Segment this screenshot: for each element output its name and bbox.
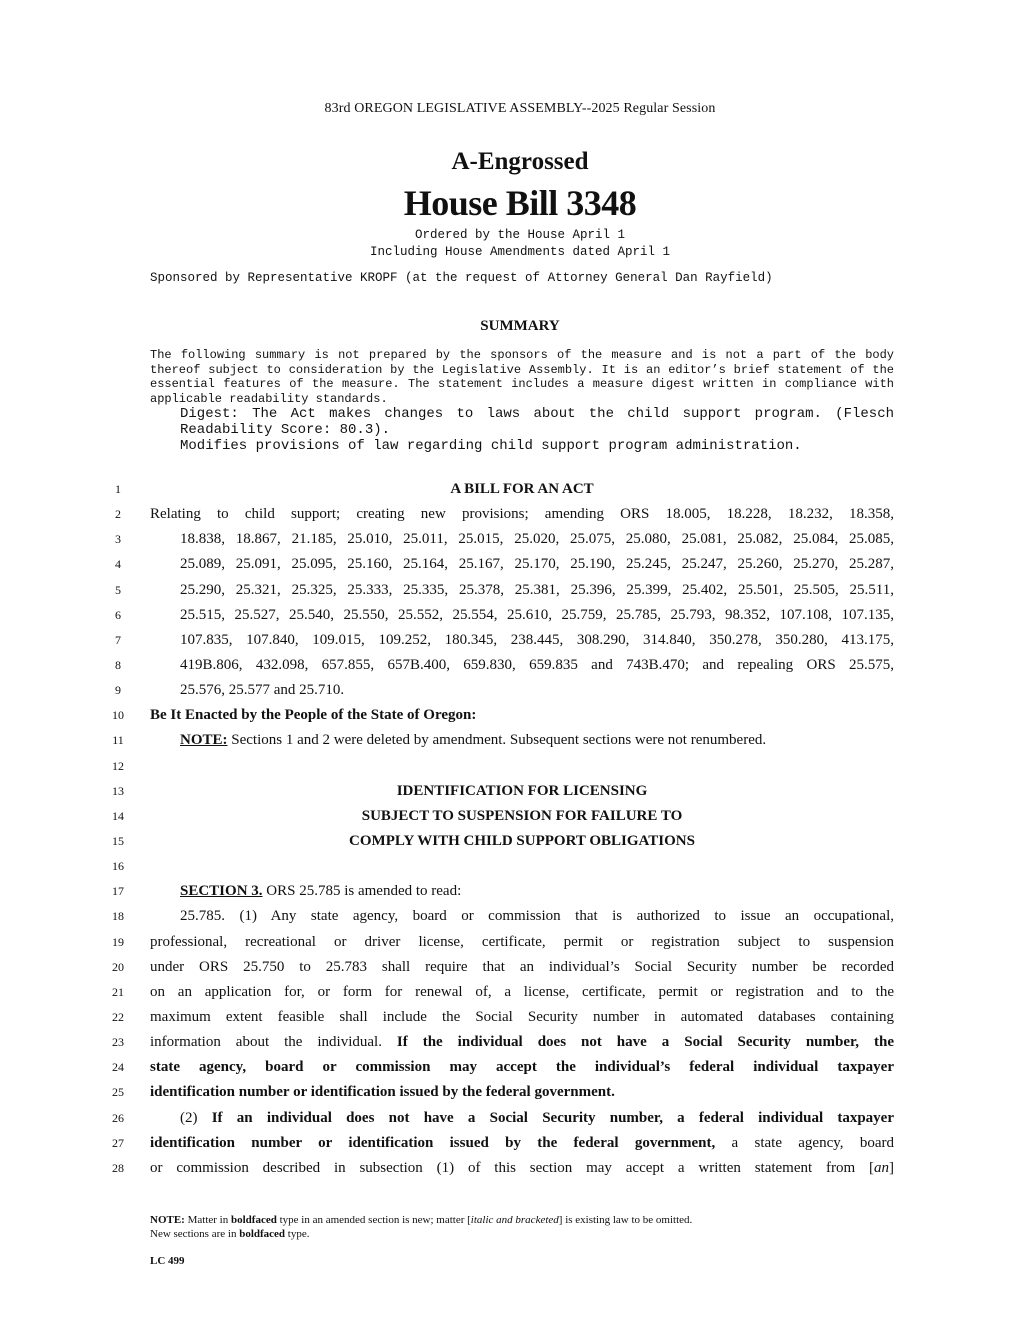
section-heading-line: IDENTIFICATION FOR LICENSING (396, 782, 648, 799)
line-number: 11 (112, 733, 124, 748)
line-number: 7 (115, 632, 121, 647)
line-number: 15 (112, 833, 124, 848)
footnote-label: NOTE: (150, 1214, 185, 1226)
section-heading-line: SUBJECT TO SUSPENSION FOR FAILURE TO (361, 807, 683, 824)
bill-title: House Bill 3348 (403, 183, 637, 223)
statute-plain-text: a state agency, board (715, 1134, 894, 1151)
line-number: 23 (112, 1035, 124, 1050)
section-3-label: SECTION 3. (180, 883, 263, 900)
line-number: 8 (115, 657, 121, 672)
line-number: 25 (112, 1085, 124, 1100)
sponsor-line: Sponsored by Representative KROPF (at the request of Attorney General Dan Rayfield) (150, 271, 773, 285)
session-header: 83rd OREGON LEGISLATIVE ASSEMBLY--2025 Regular Session (324, 101, 716, 116)
line-number: 16 (112, 859, 124, 874)
relating-clause-line: 419B.806, 432.098, 657.855, 657B.400, 659.830, 659.835 and 743B.470; and repealing ORS 25.575, (180, 656, 894, 673)
act-heading: A BILL FOR AN ACT (450, 481, 594, 497)
summary-text: The following summary is not prepared by the sponsors of the measure and is not a part of the body thereof subject to consideration by the Legislative Assembly. It is an editor’s brief statement of the essential features of the measure. The statement includes a measure digest written in compliance with applicable readability standards. (150, 348, 894, 406)
relating-clause-line: 25.290, 25.321, 25.325, 25.333, 25.335, 25.378, 25.381, 25.396, 25.399, 25.402, 25.501, 25.505, 25.511, (180, 581, 894, 598)
footnote-text: type in an amended section is new; matter [ (276, 1214, 471, 1226)
footnote-text: Matter in (184, 1214, 231, 1226)
statute-plain-text: ] (889, 1159, 894, 1176)
footnote (150, 1213, 894, 1241)
line-number: 2 (115, 507, 121, 522)
engrossed-label: A-Engrossed (451, 148, 589, 175)
blank-line (150, 854, 894, 879)
footnote-italic-words: italic and bracketed (470, 1214, 559, 1226)
statute-new-text: If the individual does not have a Social Security number, the (396, 1034, 895, 1051)
line-number: 22 (112, 1009, 124, 1024)
statute-deleted-text: an (874, 1159, 889, 1176)
relating-clause-line: 25.089, 25.091, 25.095, 25.160, 25.164, 25.167, 25.170, 25.190, 25.245, 25.247, 25.260, 25.270, 25.287, (180, 556, 894, 573)
statute-new-text: identification number or identification issued by the federal government, (150, 1134, 716, 1151)
line-number: 21 (112, 984, 124, 999)
line-number: 18 (112, 909, 124, 924)
summary-heading: SUMMARY (480, 318, 560, 334)
digest-block (150, 406, 894, 454)
blank-line (150, 754, 894, 779)
statute-line (150, 1131, 894, 1156)
footnote-bold-word: boldfaced (230, 1214, 277, 1226)
statute-line: on an application for, or form for renewal of, a license, certificate, permit or registration and to the (150, 983, 894, 1000)
lc-number: LC 499 (150, 1255, 185, 1267)
relating-clause-line: 107.835, 107.840, 109.015, 109.252, 180.345, 238.445, 308.290, 314.840, 350.278, 350.280, 413.175, (180, 631, 894, 648)
enacting-clause: Be It Enacted by the People of the State of Oregon: (150, 707, 477, 724)
statute-plain-text: or commission described in subsection (1) of this section may accept a written statement from [ (150, 1159, 874, 1176)
statute-new-text: If an individual does not have a Social Security number, a federal individual taxpayer (211, 1109, 894, 1126)
bill-body (150, 477, 894, 1181)
line-number: 26 (112, 1110, 124, 1125)
relating-clause-line: 18.838, 18.867, 21.185, 25.010, 25.011, 25.015, 25.020, 25.075, 25.080, 25.081, 25.082, 25.084, 25.085, (180, 531, 894, 548)
line-number: 13 (112, 783, 124, 798)
footnote-text: ] is existing law to be omitted. (558, 1214, 693, 1226)
ordered-block (0, 227, 1024, 261)
statute-plain-text: information about the individual. (150, 1034, 397, 1051)
statute-line (150, 1156, 894, 1181)
line-number: 10 (112, 708, 124, 723)
line-number: 1 (115, 482, 121, 496)
note-label: NOTE: (180, 732, 228, 749)
line-number: 5 (115, 582, 121, 597)
statute-line (150, 1030, 894, 1055)
line-number: 20 (112, 959, 124, 974)
line-number: 19 (112, 934, 124, 949)
line-number: 28 (112, 1160, 124, 1175)
line-number: 27 (112, 1135, 124, 1150)
footnote-line-2 (150, 1227, 894, 1241)
line-number: 24 (112, 1060, 124, 1075)
relating-clause-line: 25.576, 25.577 and 25.710. (180, 682, 345, 699)
line-number: 12 (112, 758, 124, 773)
relating-clause-line: Relating to child support; creating new provisions; amending ORS 18.005, 18.228, 18.232, 18.358, (150, 506, 894, 523)
statute-line: state agency, board or commission may accept the individual’s federal individual taxpayer (150, 1059, 894, 1076)
footnote-line-1 (150, 1213, 894, 1227)
section-heading-line: COMPLY WITH CHILD SUPPORT OBLIGATIONS (349, 832, 695, 849)
line-number-column (108, 477, 128, 1181)
amendments-date: Including House Amendments dated April 1 (369, 245, 671, 259)
section-3-line (150, 879, 894, 904)
line-number: 17 (112, 884, 124, 899)
line-number: 6 (115, 607, 121, 622)
deletion-note (150, 728, 894, 753)
relating-clause-line: 25.515, 25.527, 25.540, 25.550, 25.552, 25.554, 25.610, 25.759, 25.785, 25.793, 98.352, 107.108, 107.135, (180, 606, 894, 623)
digest-text: Digest: The Act makes changes to laws about the child support program. (Flesch Readability Score: 80.3). (180, 406, 894, 438)
line-number: 3 (115, 532, 121, 547)
line-number: 4 (115, 557, 121, 572)
footnote-text: type. (285, 1228, 310, 1240)
statute-line: 25.785. (1) Any state agency, board or commission that is authorized to issue an occupational, (180, 908, 894, 925)
statute-line (150, 1106, 894, 1131)
line-number: 14 (112, 808, 124, 823)
statute-line: maximum extent feasible shall include the Social Security number in automated databases containing (150, 1008, 894, 1025)
section-3-text: ORS 25.785 is amended to read: (262, 883, 462, 900)
statute-line: professional, recreational or driver license, certificate, permit or registration subject to suspension (150, 933, 894, 950)
footnote-bold-word: boldfaced (239, 1228, 286, 1240)
ordered-date: Ordered by the House April 1 (414, 228, 626, 242)
note-text: Sections 1 and 2 were deleted by amendment. Subsequent sections were not renumbered. (227, 732, 767, 749)
statute-plain-text: (2) (180, 1109, 212, 1126)
modifies-text: Modifies provisions of law regarding child support program administration. (180, 438, 802, 454)
footnote-text: New sections are in (150, 1228, 240, 1240)
statute-line: under ORS 25.750 to 25.783 shall require that an individual’s Social Security number be recorded (150, 958, 894, 975)
line-number: 9 (115, 683, 121, 698)
statute-line: identification number or identification issued by the federal government. (150, 1084, 615, 1101)
